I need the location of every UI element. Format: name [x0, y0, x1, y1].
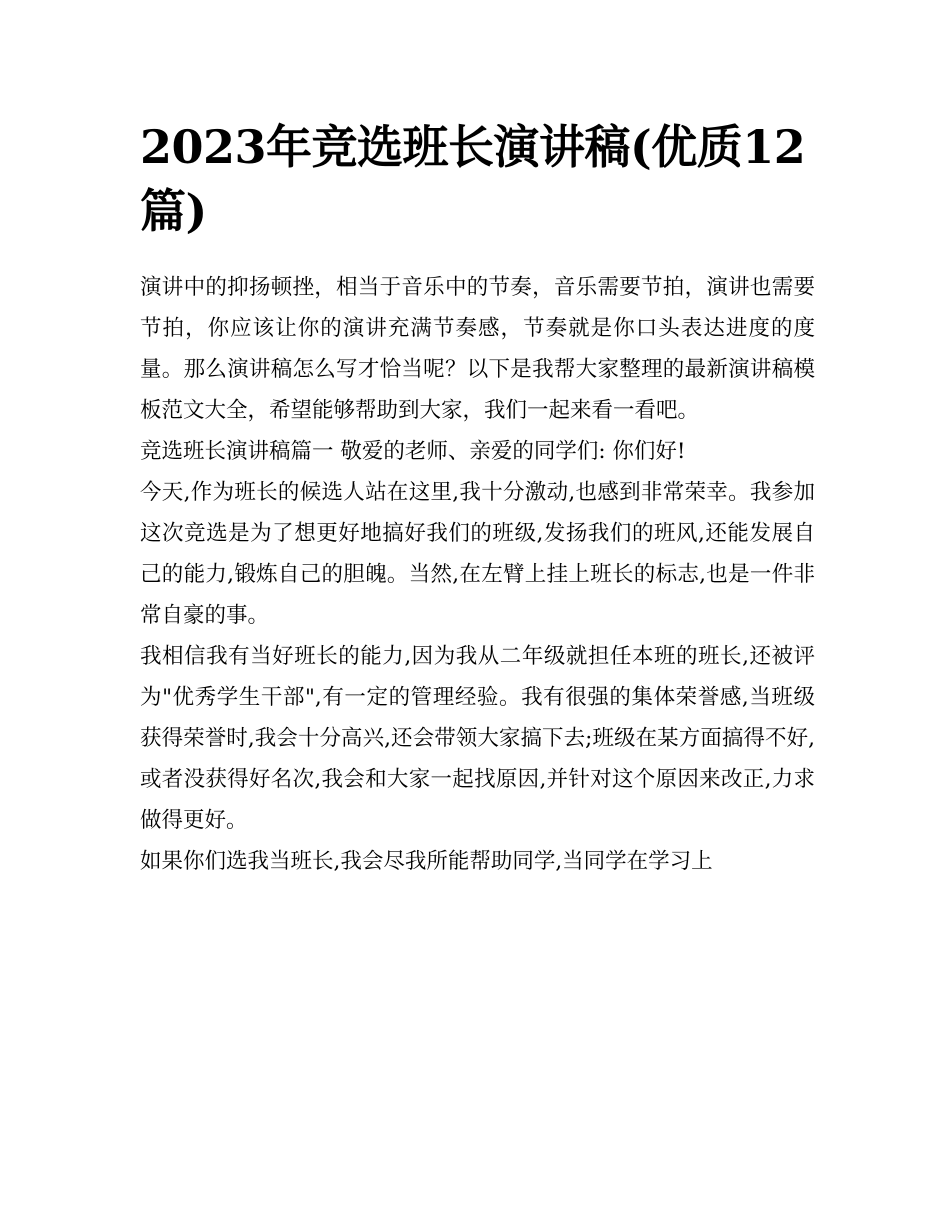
document-page: [140, 115, 815, 882]
paragraph-body-2: 我相信我有当好班长的能力,因为我从二年级就担任本班的班长,还被评为"优秀学生干部",有一定的管理经验。我有很强的集体荣誉感,当班级获得荣誉时,我会十分高兴,还会带领大家搞下去;班级在某方面搞得不好,或者没获得好名次,我会和大家一起找原因,并针对这个原因来改正,力求做得更好。: [140, 644, 815, 833]
paragraph-intro: 演讲中的抑扬顿挫，相当于音乐中的节奏，音乐需要节拍，演讲也需要节拍，你应该让你的演讲充满节奏感，节奏就是你口头表达进度的度量。那么演讲稿怎么写才恰当呢？以下是我帮大家整理的最新演讲稿模板范文大全，希望能够帮助到大家，我们一起来看一看吧。: [140, 275, 815, 423]
document-title: 2023年竞选班长演讲稿(优质12篇): [140, 120, 806, 238]
paragraph-body-3: 如果你们选我当班长,我会尽我所能帮助同学,当同学在学习上: [140, 849, 713, 874]
paragraph-body-1: 今天,作为班长的候选人站在这里,我十分激动,也感到非常荣幸。我参加这次竞选是为了想更好地搞好我们的班级,发扬我们的班风,还能发展自己的能力,锻炼自己的胆魄。当然,在左臂上挂上班长的标志,也是一件非常自豪的事。: [140, 480, 815, 628]
paragraph-greeting: 竞选班长演讲稿篇一 敬爱的老师、亲爱的同学们: 你们好!: [140, 439, 686, 464]
